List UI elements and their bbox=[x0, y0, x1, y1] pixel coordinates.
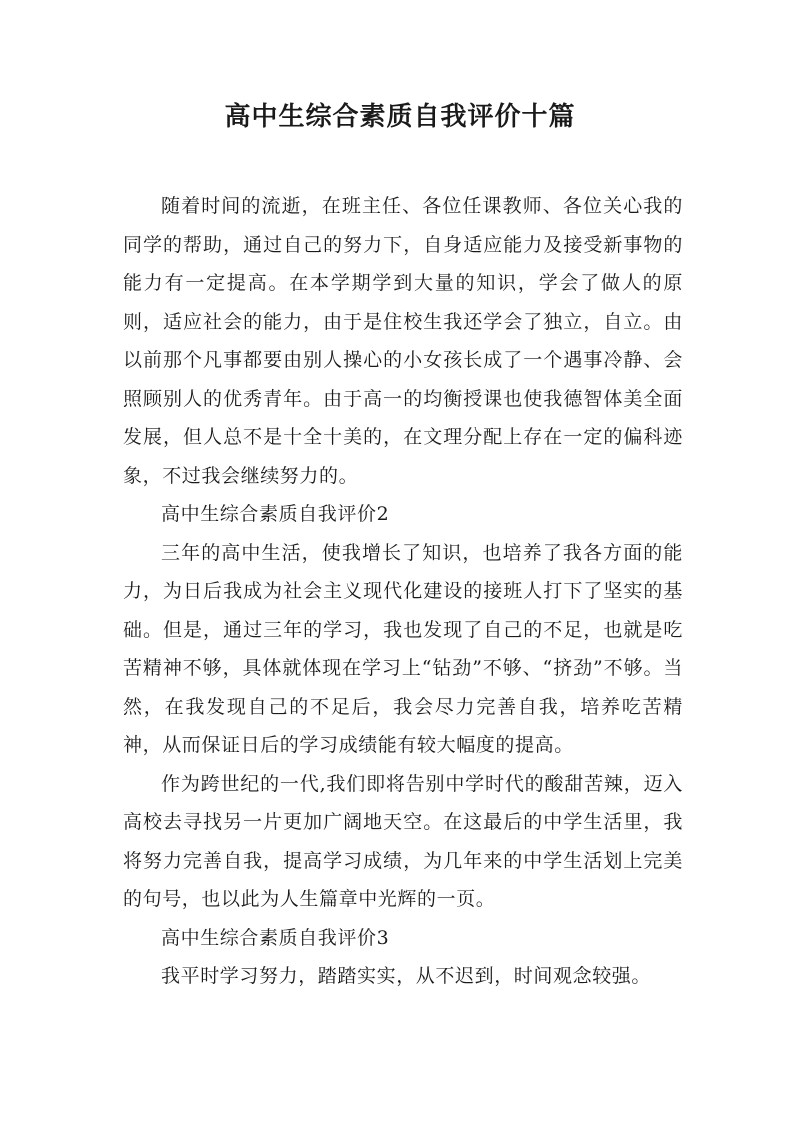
paragraph: 三年的高中生活，使我增长了知识，也培养了我各方面的能力，为日后我成为社会主义现代化建设的接班人打下了坚实的基础。但是，通过三年的学习，我也发现了自己的不足，也就是吃苦精神不够，具体就体现在学习上“钻劲”不够、“挤劲”不够。当然，在我发现自己的不足后，我会尽力完善自我，培养吃苦精神，从而保证日后的学习成绩能有较大幅度的提高。 bbox=[123, 541, 683, 756]
section-heading: 高中生综合素质自我评价2 bbox=[161, 503, 390, 525]
section-heading: 高中生综合素质自我评价3 bbox=[161, 926, 390, 949]
document-body bbox=[123, 187, 683, 996]
paragraph: 作为跨世纪的一代,我们即将告别中学时代的酸甜苦辣，迈入高校去寻找另一片更加广阔地天空。在这最后的中学生活里，我将努力完善自我，提高学习成绩，为几年来的中学生活划上完美的句号，也以此为人生篇章中光辉的一页。 bbox=[123, 772, 683, 910]
paragraph: 我平时学习努力，踏踏实实，从不迟到，时间观念较强。 bbox=[161, 965, 652, 987]
paragraph: 随着时间的流逝，在班主任、各位任课教师、各位关心我的同学的帮助，通过自己的努力下，自身适应能力及接受新事物的能力有一定提高。在本学期学到大量的知识，学会了做人的原则，适应社会的能力，由于是住校生我还学会了独立，自立。由以前那个凡事都要由别人操心的小女孩长成了一个遇事冷静、会照顾别人的优秀青年。由于高一的均衡授课也使我德智体美全面发展，但人总不是十全十美的，在文理分配上存在一定的偏科迹象，不过我会继续努力的。 bbox=[123, 195, 683, 487]
document-title: 高中生综合素质自我评价十篇 bbox=[224, 102, 576, 132]
